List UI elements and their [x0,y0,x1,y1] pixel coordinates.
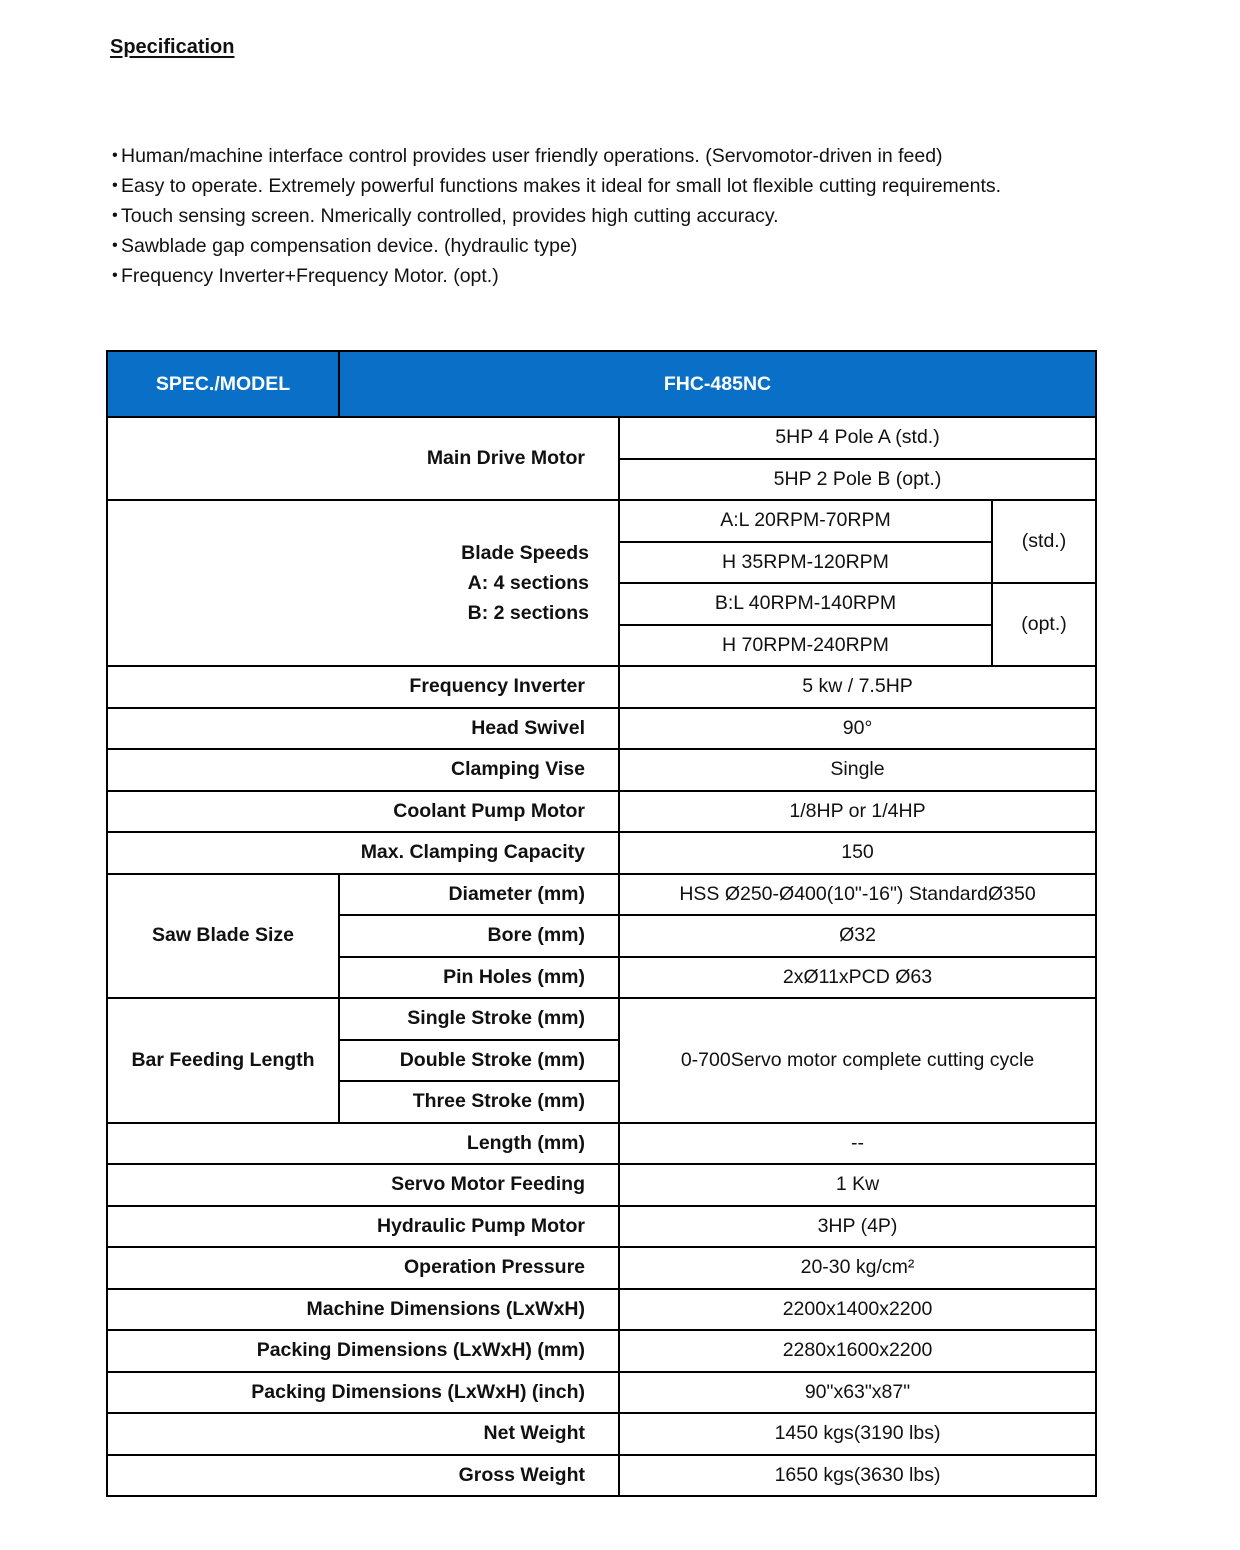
spec-label: Packing Dimensions (LxWxH) (inch) [107,1372,619,1414]
spec-label: Max. Clamping Capacity [107,832,619,874]
spec-value: -- [619,1123,1096,1165]
spec-label: Coolant Pump Motor [107,791,619,833]
spec-value: 1 Kw [619,1164,1096,1206]
table-row [107,500,1096,542]
blade-speed-value: H 35RPM-120RPM [619,542,992,584]
spec-table [106,350,1097,1497]
spec-value: 90"x63"x87" [619,1372,1096,1414]
feature-item [110,261,1001,291]
spec-label: Three Stroke (mm) [339,1081,619,1123]
spec-label: Single Stroke (mm) [339,998,619,1040]
spec-label: Bore (mm) [339,915,619,957]
main-drive-motor-value: 5HP 4 Pole A (std.) [619,417,1096,459]
bullet-marker: ･ [110,235,120,257]
blade-speeds-label [107,500,619,666]
spec-label: Net Weight [107,1413,619,1455]
spec-value: 20-30 kg/cm² [619,1247,1096,1289]
blade-speeds-label-line: Blade Speeds [461,542,589,564]
table-row [107,791,1096,833]
spec-value: 150 [619,832,1096,874]
spec-value: 90° [619,708,1096,750]
main-drive-motor-value: 5HP 2 Pole B (opt.) [619,459,1096,501]
table-row [107,1455,1096,1497]
feature-text: Frequency Inverter+Frequency Motor. (opt.) [121,265,499,287]
table-row [107,1330,1096,1372]
bullet-marker: ･ [110,265,120,287]
spec-value: Single [619,749,1096,791]
spec-label: Servo Motor Feeding [107,1164,619,1206]
table-header-row [107,351,1096,417]
bar-feeding-length-group: Bar Feeding Length [107,998,339,1123]
blade-speed-value: B:L 40RPM-140RPM [619,583,992,625]
bullet-marker: ･ [110,145,120,167]
table-row [107,1164,1096,1206]
spec-label: Diameter (mm) [339,874,619,916]
table-row [107,749,1096,791]
feature-text: Human/machine interface control provides user friendly operations. (Servomotor-driven in feed) [121,145,943,167]
main-drive-motor-label: Main Drive Motor [107,417,619,500]
spec-value: HSS Ø250-Ø400(10"-16") StandardØ350 [619,874,1096,916]
feature-item [110,231,1001,261]
feature-text: Easy to operate. Extremely powerful functions makes it ideal for small lot flexible cutting requirements. [121,175,1002,197]
table-row [107,1123,1096,1165]
table-row [107,666,1096,708]
blade-speeds-label-line: A: 4 sections [467,572,589,594]
feature-item [110,141,1001,171]
feature-item [110,201,1001,231]
feature-text: Sawblade gap compensation device. (hydraulic type) [121,235,578,257]
spec-label: Gross Weight [107,1455,619,1497]
spec-label: Double Stroke (mm) [339,1040,619,1082]
feature-list [110,141,1001,291]
page-title: Specification [110,36,235,58]
saw-blade-size-group: Saw Blade Size [107,874,339,999]
spec-label: Frequency Inverter [107,666,619,708]
blade-speeds-label-line: B: 2 sections [467,602,589,624]
table-row [107,1206,1096,1248]
spec-model-header: SPEC./MODEL [107,351,339,417]
table-row [107,1289,1096,1331]
spec-value: Ø32 [619,915,1096,957]
feature-item [110,171,1001,201]
spec-value: 2280x1600x2200 [619,1330,1096,1372]
spec-label: Packing Dimensions (LxWxH) (mm) [107,1330,619,1372]
spec-label: Machine Dimensions (LxWxH) [107,1289,619,1331]
bar-feeding-length-value: 0-700Servo motor complete cutting cycle [619,998,1096,1123]
table-row [107,1247,1096,1289]
table-row [107,417,1096,459]
blade-speed-value: A:L 20RPM-70RPM [619,500,992,542]
model-name-header: FHC-485NC [339,351,1096,417]
spec-label: Hydraulic Pump Motor [107,1206,619,1248]
blade-speed-note: (std.) [992,500,1096,583]
spec-value: 2xØ11xPCD Ø63 [619,957,1096,999]
spec-value: 1450 kgs(3190 lbs) [619,1413,1096,1455]
spec-value: 5 kw / 7.5HP [619,666,1096,708]
table-row [107,832,1096,874]
spec-label: Length (mm) [107,1123,619,1165]
spec-value: 1650 kgs(3630 lbs) [619,1455,1096,1497]
blade-speed-value: H 70RPM-240RPM [619,625,992,667]
spec-label: Head Swivel [107,708,619,750]
blade-speed-note: (opt.) [992,583,1096,666]
table-row [107,708,1096,750]
table-row [107,874,1096,916]
spec-label: Pin Holes (mm) [339,957,619,999]
table-row [107,1372,1096,1414]
bullet-marker: ･ [110,205,120,227]
table-row [107,1413,1096,1455]
table-row [107,998,1096,1040]
spec-value: 3HP (4P) [619,1206,1096,1248]
spec-value: 1/8HP or 1/4HP [619,791,1096,833]
bullet-marker: ･ [110,175,120,197]
spec-value: 2200x1400x2200 [619,1289,1096,1331]
spec-label: Clamping Vise [107,749,619,791]
feature-text: Touch sensing screen. Nmerically controlled, provides high cutting accuracy. [121,205,779,227]
spec-label: Operation Pressure [107,1247,619,1289]
